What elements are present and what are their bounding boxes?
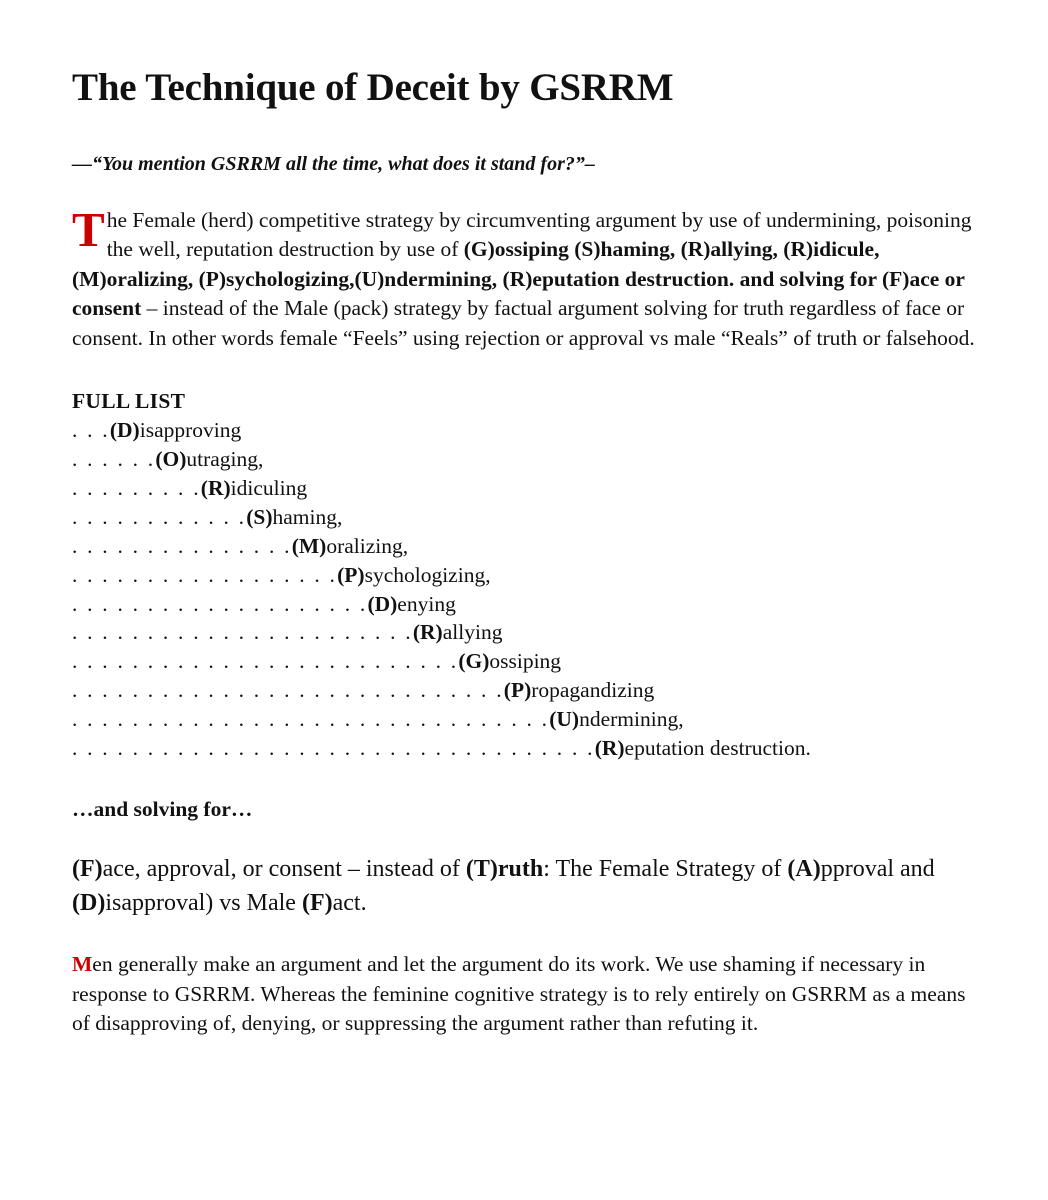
list-item-word: oralizing, [326, 533, 409, 558]
list-item-word: haming, [272, 504, 343, 529]
intro-segment-one: he Female (herd) competitive strategy by circumventing argument by use of undermining, poisoning the well, reputation destruction by use of [106, 207, 972, 262]
solving-for-heading: …and solving for… [72, 796, 253, 821]
list-item-letter: (R) [594, 736, 625, 761]
closing-paragraph [72, 950, 980, 1039]
page-title: The Technique of Deceit by GSRRM [72, 66, 674, 109]
intro-paragraph [72, 201, 980, 353]
list-item [72, 618, 980, 647]
intro-segment-two: – instead of the Male (pack) strategy by factual argument solving for truth regardless of face or consent. In other words female “Feels” using rejection or approval vs male “Reals” of truth or falsehood. [72, 296, 975, 350]
list-item-word: isapproving [139, 418, 242, 443]
list-item [72, 590, 980, 619]
list-item-letter: (R) [412, 620, 443, 645]
solving-text-four: isapproval) vs Male [105, 890, 302, 917]
list-item-letter: (M) [291, 533, 327, 558]
leader-dots: . . . . . . . . . . . . . . . . . . . . . . . . . . . . . . . . . . . [72, 736, 595, 761]
leader-dots: . . . [72, 418, 110, 443]
list-item-letter: (G) [458, 649, 490, 674]
list-item-letter: (U) [549, 707, 580, 732]
list-item-letter: (O) [155, 447, 187, 472]
list-item [72, 503, 980, 532]
solving-for-paragraph [72, 852, 980, 920]
list-item-word: idiculing [230, 475, 308, 500]
leader-dots: . . . . . . . . . . . . . . . . . . . . . . . . . . . . . . . . [72, 707, 550, 732]
leader-dots: . . . . . . . . . . . . . . . . . . . . [72, 591, 368, 616]
list-item [72, 474, 980, 503]
list-item-word: allying [442, 620, 503, 645]
list-item [72, 676, 980, 705]
list-item-letter: (S) [246, 504, 273, 529]
intro-bold-acronym: (G)ossiping (S)haming, (R)allying, (R)idicule, (M)oralizing, (P)sychologizing,(U)ndermining, (R)eputation destruction. and solving for (F)ace or consent [72, 237, 965, 321]
list-item-letter: (D) [109, 418, 140, 443]
list-item [72, 705, 980, 734]
leader-dots: . . . . . . . . . . . . [72, 504, 247, 529]
list-item-word: ropagandizing [531, 678, 655, 703]
solving-bold-approval: (A) [787, 855, 821, 882]
list-item [72, 416, 980, 445]
solving-bold-truth: (T)ruth [465, 855, 544, 882]
list-item [72, 445, 980, 474]
full-list [72, 416, 980, 763]
list-item-letter: (P) [503, 678, 532, 703]
list-item-word: ossiping [489, 649, 562, 674]
leader-dots: . . . . . . . . . . . . . . . . . . . . . . . . . . [72, 649, 459, 674]
leader-dots: . . . . . . . . . . . . . . . [72, 533, 292, 558]
list-item-word: ndermining, [579, 707, 684, 732]
leader-dots: . . . . . . . . . . . . . . . . . . . . . . . [72, 620, 413, 645]
full-list-heading: FULL LIST [72, 389, 186, 414]
leader-dots: . . . . . . [72, 447, 156, 472]
list-item [72, 734, 980, 763]
solving-bold-face: (F) [72, 855, 103, 882]
list-item-word: eputation destruction. [624, 736, 811, 761]
drop-cap-letter: T [72, 201, 105, 257]
list-item [72, 561, 980, 590]
list-item-word: sychologizing, [364, 562, 491, 587]
leader-dots: . . . . . . . . . . . . . . . . . . . . . . . . . . . . . [72, 678, 504, 703]
solving-text-two: : The Female Strategy of [543, 855, 788, 882]
list-item [72, 532, 980, 561]
epigraph-quote: —“You mention GSRRM all the time, what does it stand for?”– [72, 152, 595, 175]
red-initial-letter: M [72, 952, 93, 977]
list-item [72, 647, 980, 676]
list-item-letter: (R) [200, 475, 231, 500]
list-item-letter: (P) [337, 562, 365, 587]
list-item-letter: (D) [367, 591, 398, 616]
list-item-word: enying [397, 591, 456, 616]
leader-dots: . . . . . . . . . [72, 475, 201, 500]
solving-text-five: act. [332, 890, 367, 917]
solving-text-three: pproval and [820, 855, 935, 882]
solving-bold-disapproval: (D) [72, 890, 106, 917]
closing-paragraph-text: en generally make an argument and let the argument do its work. We use shaming if necessary in response to GSRRM. Whereas the feminine cognitive strategy is to rely entirely on GSRRM as a means of disapproving of, denying, or suppressing the argument rather than refuting it. [72, 952, 966, 1036]
solving-text-one: ace, approval, or consent – instead of [102, 855, 466, 882]
leader-dots: . . . . . . . . . . . . . . . . . . [72, 562, 338, 587]
solving-bold-fact: (F) [301, 890, 333, 917]
list-item-word: utraging, [186, 447, 264, 472]
